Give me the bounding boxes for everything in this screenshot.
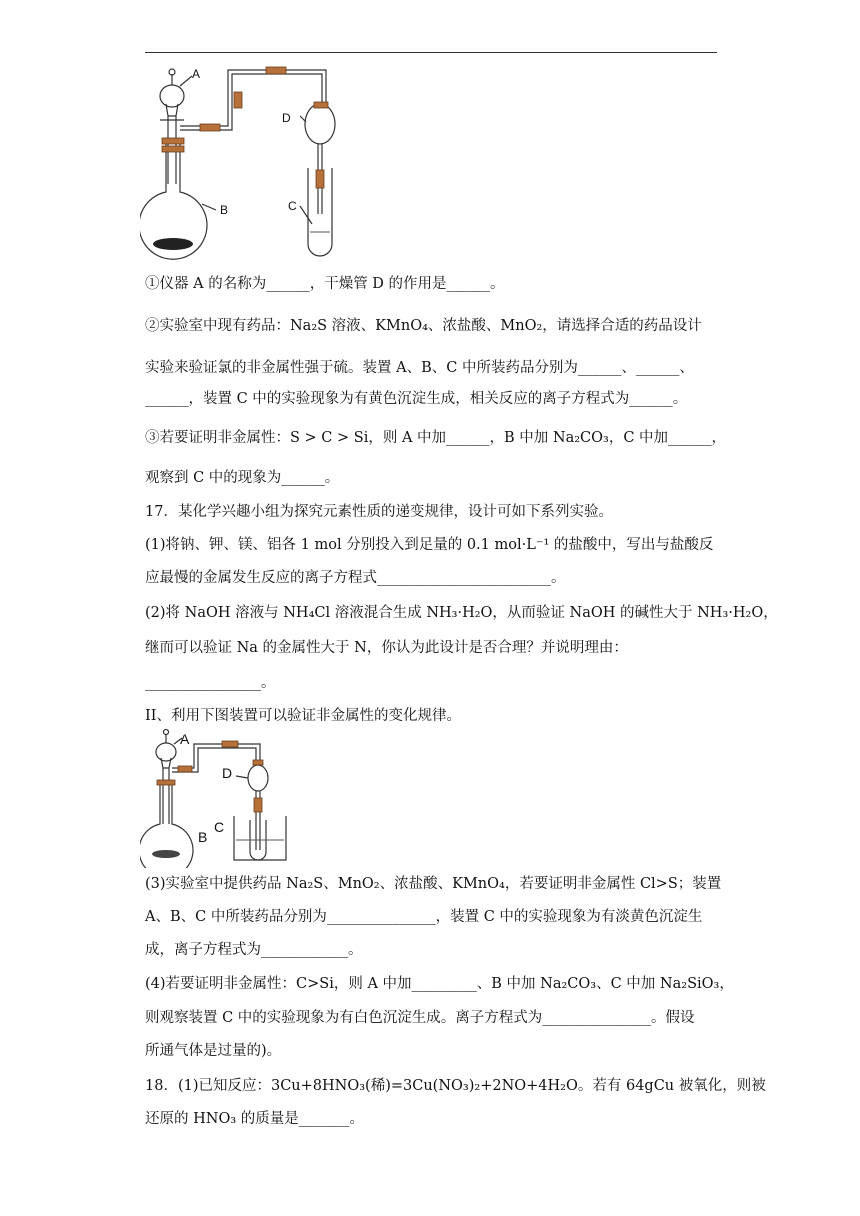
- q17-part4-line2: 则观察装置 C 中的实验现象为有白色沉淀生成。离子方程式为_______________。假设: [145, 1010, 695, 1026]
- apparatus-figure-1: [140, 64, 350, 264]
- q17-part4-line3: 所通气体是过量的)。: [145, 1043, 282, 1059]
- label-a: A: [192, 67, 201, 81]
- q17-part2-line1: (2)将 NaOH 溶液与 NH₄Cl 溶液混合生成 NH₃·H₂O，从而验证 NaOH 的碱性大于 NH₃·H₂O，: [145, 605, 778, 621]
- header-rule: [145, 52, 717, 53]
- label-d: D: [222, 765, 233, 781]
- q17-section-II: II、利用下图装置可以验证非金属性的变化规律。: [145, 708, 461, 724]
- apparatus-figure-2: [140, 728, 300, 868]
- q16-part2-line3: ______，装置 C 中的实验现象为有黄色沉淀生成，相关反应的离子方程式为______。: [145, 391, 688, 407]
- q17-part2-line2: 继而可以验证 Na 的金属性大于 N，你认为此设计是否合理？并说明理由：: [145, 640, 628, 656]
- label-c: C: [288, 199, 297, 213]
- q18-part1-line2: 还原的 HNO₃ 的质量是_______。: [145, 1111, 365, 1127]
- q17-part3-line3: 成，离子方程式为____________。: [145, 942, 363, 958]
- label-a: A: [180, 731, 190, 747]
- q18-part1-line1: 18．(1)已知反应：3Cu+8HNO₃(稀)=3Cu(NO₃)₂+2NO+4H₂O。若有 64gCu 被氧化，则被: [145, 1078, 766, 1094]
- q16-part3-line1: ③若要证明非金属性：S > C > Si，则 A 中加______，B 中加 Na₂CO₃，C 中加______，: [145, 430, 727, 446]
- q17-part1-line2: 应最慢的金属发生反应的离子方程式________________________。: [145, 570, 566, 586]
- q16-part1: ①仪器 A 的名称为______，干燥管 D 的作用是______。: [145, 276, 505, 292]
- q16-part3-line2: 观察到 C 中的现象为______。: [145, 470, 340, 486]
- q17-part2-line3: ________________。: [145, 675, 276, 691]
- label-b: B: [198, 829, 208, 845]
- q17-part3-line1: (3)实验室中提供药品 Na₂S、MnO₂、浓盐酸、KMnO₄，若要证明非金属性 Cl>S；装置: [145, 876, 722, 892]
- label-d: D: [282, 111, 291, 125]
- label-b: B: [220, 203, 229, 217]
- label-c: C: [214, 819, 225, 835]
- q17-part1-line1: (1)将钠、钾、镁、铝各 1 mol 分别投入到足量的 0.1 mol·L⁻¹ 的盐酸中，写出与盐酸反: [145, 537, 714, 553]
- q17-part4-line1: (4)若要证明非金属性：C>Si，则 A 中加_________、B 中加 Na₂CO₃、C 中加 Na₂SiO₃，: [145, 976, 734, 992]
- q16-part2-line2: 实验来验证氯的非金属性强于硫。装置 A、B、C 中所装药品分别为______、______、: [145, 360, 694, 376]
- q17-part3-line2: A、B、C 中所装药品分别为_______________，装置 C 中的实验现象为有淡黄色沉淀生: [145, 909, 703, 925]
- q17-title: 17．某化学兴趣小组为探究元素性质的递变规律，设计可如下系列实验。: [145, 504, 613, 520]
- q16-part2-line1: ②实验室中现有药品：Na₂S 溶液、KMnO₄、浓盐酸、MnO₂，请选择合适的药品设计: [145, 318, 702, 334]
